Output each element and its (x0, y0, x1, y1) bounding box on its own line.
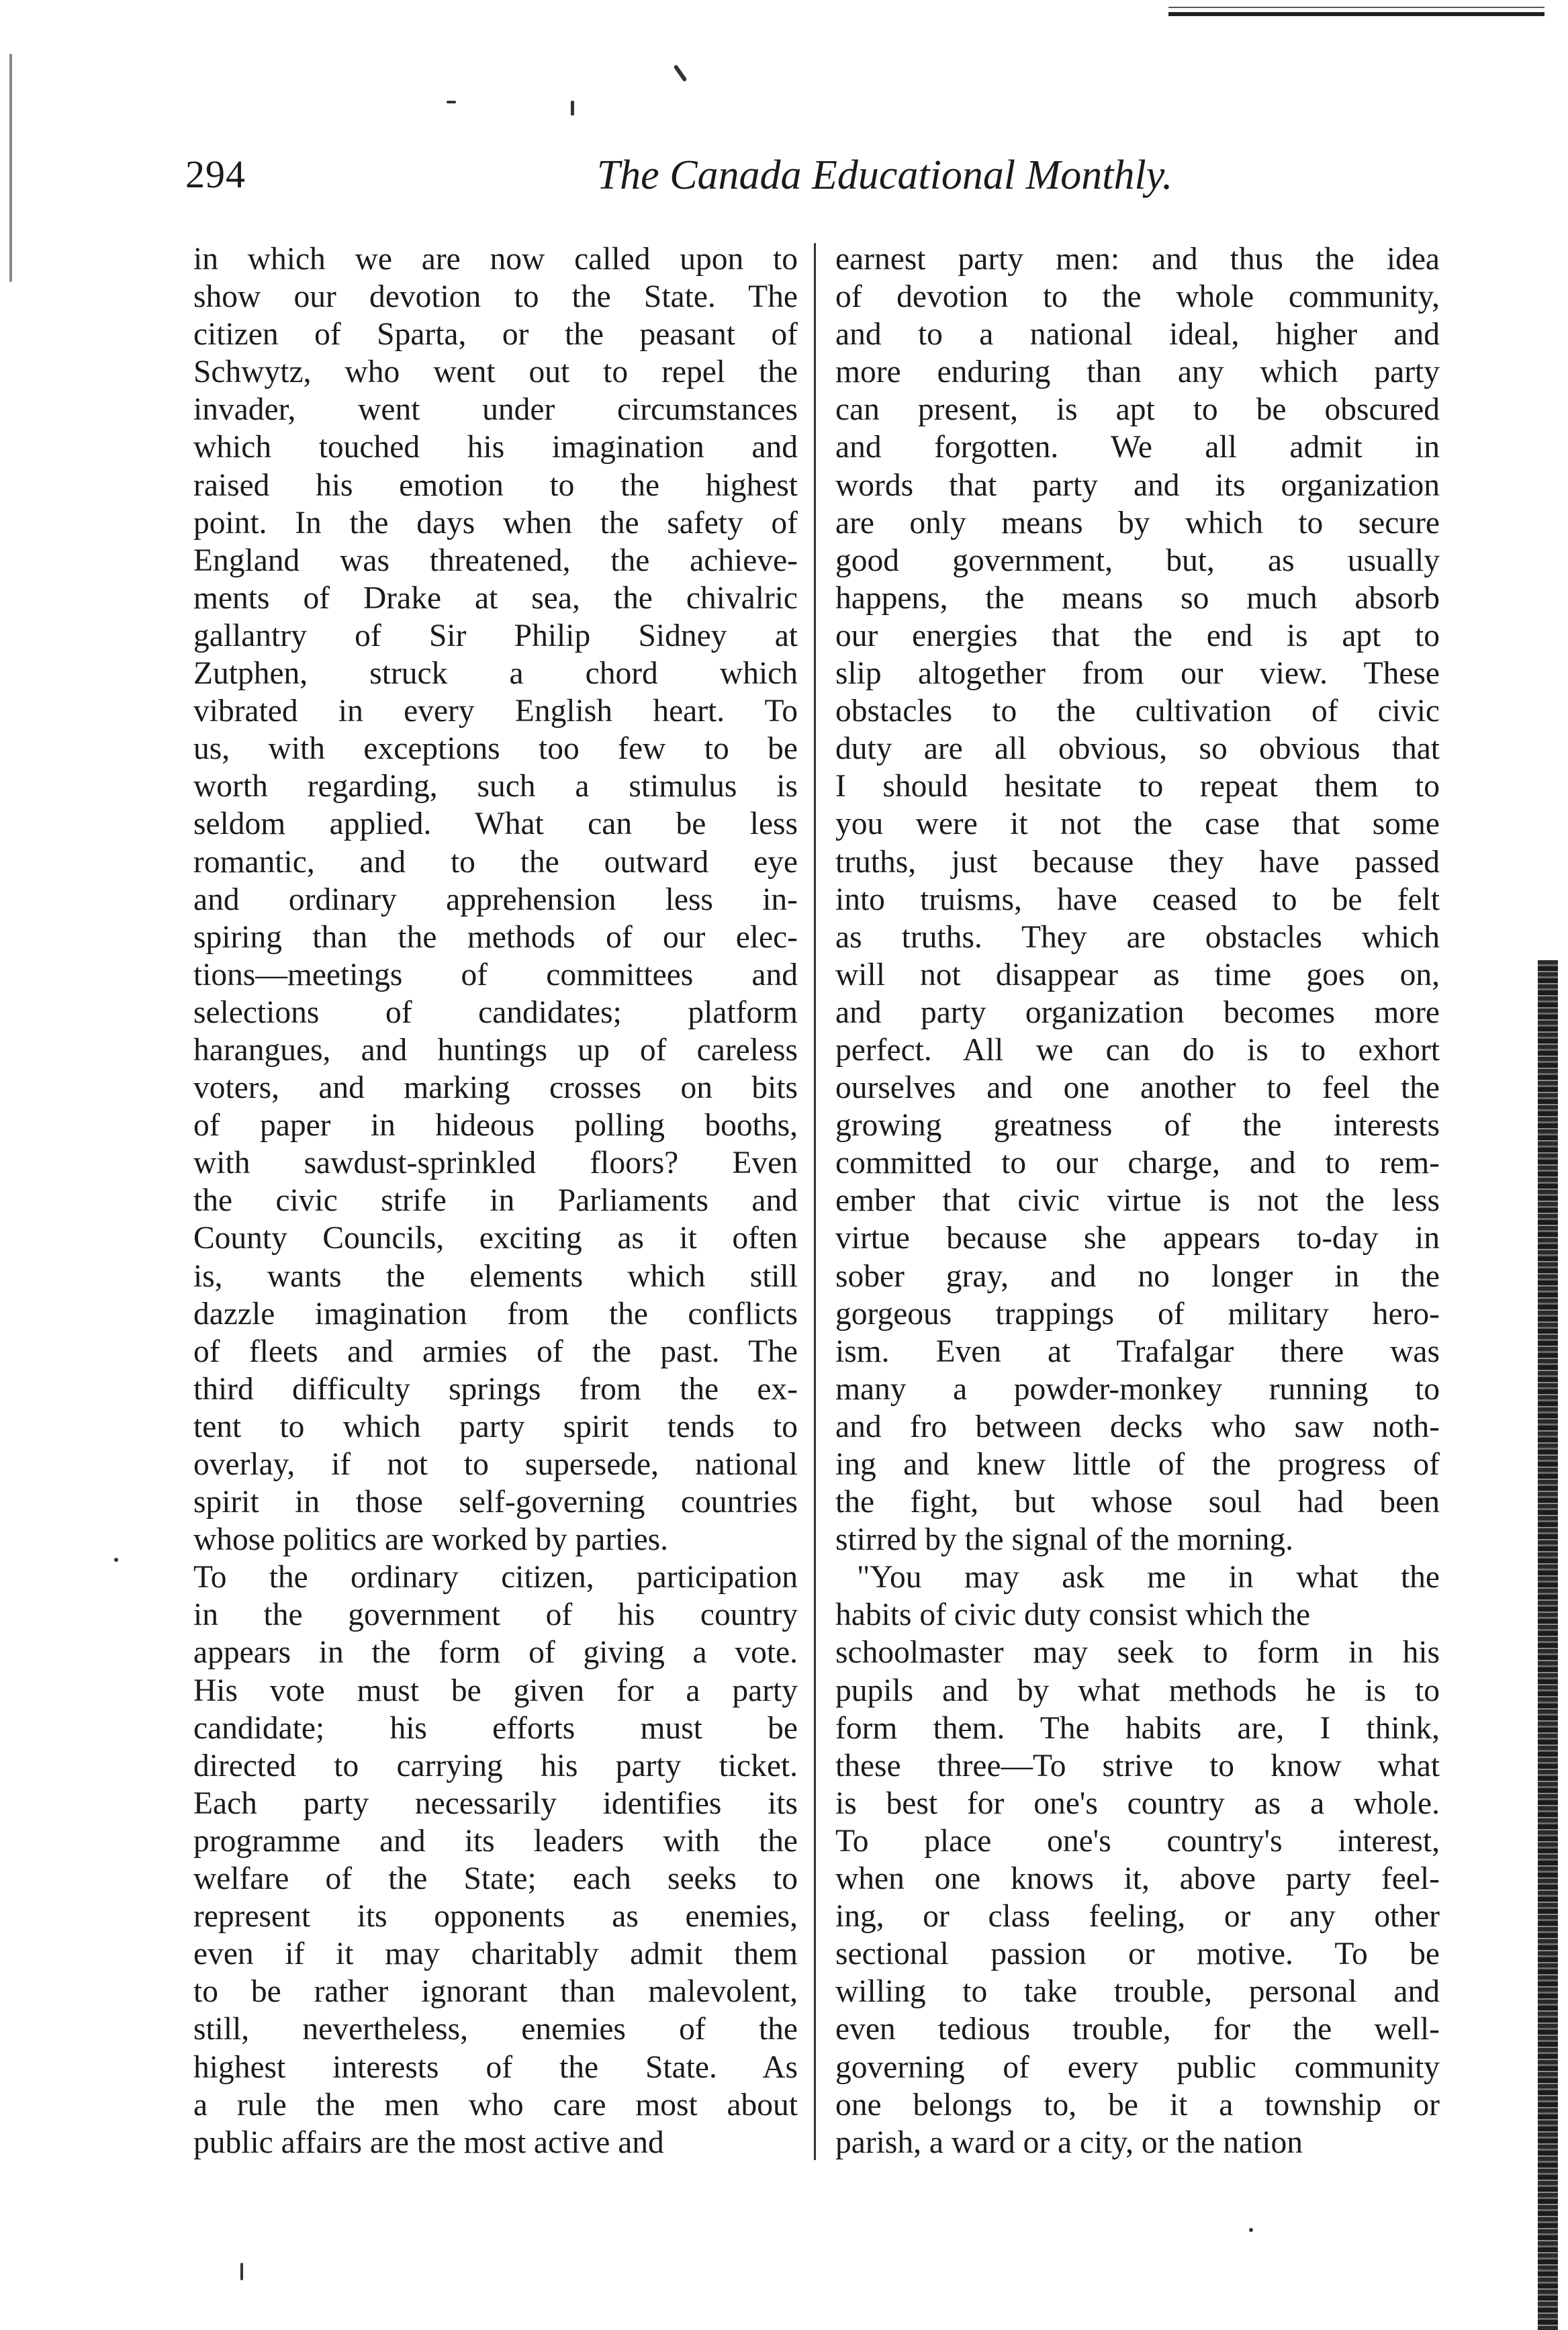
text-line: and to a national ideal, higher and (835, 317, 1440, 353)
text-line: as truths. They are obstacles which (835, 919, 1440, 955)
text-line: obstacles to the cultivation of civic (835, 694, 1440, 729)
text-line: good government, but, as usually (835, 543, 1440, 578)
text-line: is, wants the elements which still (193, 1258, 798, 1294)
text-line: seldom applied. What can be less (193, 806, 798, 842)
text-line: highest interests of the State. As (193, 2049, 798, 2085)
text-line: still, nevertheless, enemies of the (193, 2012, 798, 2047)
text-line: ourselves and one another to feel the (835, 1070, 1440, 1106)
text-line: virtue because she appears to-day in (835, 1221, 1440, 1256)
text-line: slip altogether from our view. These (835, 656, 1440, 692)
text-line: growing greatness of the interests (835, 1108, 1440, 1144)
text-line: appears in the form of giving a vote. (193, 1635, 798, 1671)
text-line: words that party and its organization (835, 467, 1440, 503)
scan-speck (240, 2263, 243, 2280)
text-line: can present, is apt to be obscured (835, 392, 1440, 428)
text-line: into truisms, have ceased to be felt (835, 882, 1440, 917)
text-line: romantic, and to the outward eye (193, 844, 798, 880)
text-line: England was threatened, the achieve- (193, 543, 798, 578)
text-line: raised his emotion to the highest (193, 467, 798, 503)
text-line: vibrated in every English heart. To (193, 694, 798, 729)
text-line: ism. Even at Trafalgar there was (835, 1334, 1440, 1369)
text-line: selections of candidates; platform (193, 994, 798, 1030)
text-line: I should hesitate to repeat them to (835, 769, 1440, 804)
text-line: To the ordinary citizen, participation (193, 1560, 798, 1595)
text-line: sober gray, and no longer in the (835, 1258, 1440, 1294)
text-line: point. In the days when the safety of (193, 505, 798, 541)
text-line: Schwytz, who went out to repel the (193, 355, 798, 390)
text-line: directed to carrying his party ticket. (193, 1748, 798, 1783)
text-line: candidate; his efforts must be (193, 1710, 798, 1746)
text-line: habits of civic duty consist which the (835, 1597, 1311, 1633)
text-line: you were it not the case that some (835, 806, 1440, 842)
text-line: ing and knew little of the progress of (835, 1447, 1440, 1482)
text-line: perfect. All we can do is to exhort (835, 1032, 1440, 1068)
text-line: the fight, but whose soul had been (835, 1485, 1440, 1520)
text-line: harangues, and huntings up of careless (193, 1032, 798, 1068)
text-line: citizen of Sparta, or the peasant of (193, 317, 798, 353)
text-line: to be rather ignorant than malevolent, (193, 1974, 798, 2010)
right-column (835, 240, 1440, 2161)
text-line: schoolmaster may seek to form in his (835, 1635, 1440, 1671)
scan-speck (674, 64, 688, 82)
text-line: of fleets and armies of the past. The (193, 1334, 798, 1369)
text-line: more enduring than any which party (835, 355, 1440, 390)
scan-edge-mark (9, 54, 12, 282)
text-line: many a powder-monkey running to (835, 1371, 1440, 1407)
text-line: committed to our charge, and to rem- (835, 1146, 1440, 1181)
text-line: public affairs are the most active and (193, 2125, 664, 2160)
text-line: us, with exceptions too few to be (193, 731, 798, 767)
text-line: ments of Drake at sea, the chivalric (193, 580, 798, 616)
text-line: and party organization becomes more (835, 994, 1440, 1030)
text-line: duty are all obvious, so obvious that (835, 731, 1440, 767)
running-title: The Canada Educational Monthly. (596, 152, 1173, 198)
scan-speck (114, 1558, 118, 1562)
text-line: a rule the men who care most about (193, 2087, 798, 2123)
text-line: "You may ask me in what the (857, 1560, 1440, 1595)
top-edge-rule-thin (1168, 7, 1544, 8)
text-line: ember that civic virtue is not the less (835, 1183, 1440, 1219)
text-line: Each party necessarily identifies its (193, 1785, 798, 1821)
text-line: earnest party men: and thus the idea (835, 242, 1440, 277)
text-line: voters, and marking crosses on bits (193, 1070, 798, 1106)
scan-speck (1249, 2228, 1253, 2232)
text-line: Zutphen, struck a chord which (193, 656, 798, 692)
text-line: programme and its leaders with the (193, 1823, 798, 1859)
text-line: which touched his imagination and (193, 430, 798, 465)
text-line: To place one's country's interest, (835, 1823, 1440, 1859)
text-line: gorgeous trappings of military hero- (835, 1296, 1440, 1332)
text-line: parish, a ward or a city, or the nation (835, 2125, 1303, 2160)
text-line: truths, just because they have passed (835, 844, 1440, 880)
text-line: His vote must be given for a party (193, 1673, 798, 1708)
text-line: with sawdust-sprinkled floors? Even (193, 1146, 798, 1181)
text-line: in the government of his country (193, 1597, 798, 1633)
text-line: spirit in those self-governing countries (193, 1485, 798, 1520)
text-line: tions—meetings of committees and (193, 957, 798, 992)
text-line: and fro between decks who saw noth- (835, 1409, 1440, 1444)
page-number: 294 (185, 152, 246, 196)
text-line: in which we are now called upon to (193, 242, 798, 277)
text-line: overlay, if not to supersede, national (193, 1447, 798, 1482)
text-line: worth regarding, such a stimulus is (193, 769, 798, 804)
text-line: whose politics are worked by parties. (193, 1522, 669, 1558)
text-line: of devotion to the whole community, (835, 279, 1440, 315)
scan-speck (571, 101, 574, 115)
text-line: these three—To strive to know what (835, 1748, 1440, 1783)
text-line: form them. The habits are, I think, (835, 1710, 1440, 1746)
column-divider (814, 243, 816, 2160)
text-line: third difficulty springs from the ex- (193, 1371, 798, 1407)
text-line: dazzle imagination from the conflicts (193, 1296, 798, 1332)
text-line: happens, the means so much absorb (835, 580, 1440, 616)
text-line: spiring than the methods of our elec- (193, 919, 798, 955)
text-line: gallantry of Sir Philip Sidney at (193, 618, 798, 653)
text-line: when one knows it, above party feel- (835, 1861, 1440, 1897)
text-line: sectional passion or motive. To be (835, 1937, 1440, 1972)
text-line: our energies that the end is apt to (835, 618, 1440, 653)
text-line: of paper in hideous polling booths, (193, 1108, 798, 1144)
scanned-page-edge (1538, 960, 1558, 2330)
left-column (193, 240, 798, 2161)
text-line: is best for one's country as a whole. (835, 1785, 1440, 1821)
text-line: invader, went under circumstances (193, 392, 798, 428)
text-line: County Councils, exciting as it often (193, 1221, 798, 1256)
text-line: will not disappear as time goes on, (835, 957, 1440, 992)
top-edge-rule (1168, 12, 1544, 16)
text-line: show our devotion to the State. The (193, 279, 798, 315)
text-line: tent to which party spirit tends to (193, 1409, 798, 1444)
text-line: welfare of the State; each seeks to (193, 1861, 798, 1897)
text-line: even tedious trouble, for the well- (835, 2012, 1440, 2047)
text-line: ing, or class feeling, or any other (835, 1899, 1440, 1935)
text-line: one belongs to, be it a township or (835, 2087, 1440, 2123)
text-line: even if it may charitably admit them (193, 1937, 798, 1972)
text-line: pupils and by what methods he is to (835, 1673, 1440, 1708)
text-line: the civic strife in Parliaments and (193, 1183, 798, 1219)
text-line: and forgotten. We all admit in (835, 430, 1440, 465)
text-line: governing of every public community (835, 2049, 1440, 2085)
text-line: stirred by the signal of the morning. (835, 1522, 1294, 1558)
text-line: represent its opponents as enemies, (193, 1899, 798, 1935)
text-line: are only means by which to secure (835, 505, 1440, 541)
text-line: and ordinary apprehension less in- (193, 882, 798, 917)
scan-speck (447, 101, 456, 103)
text-line: willing to take trouble, personal and (835, 1974, 1440, 2010)
